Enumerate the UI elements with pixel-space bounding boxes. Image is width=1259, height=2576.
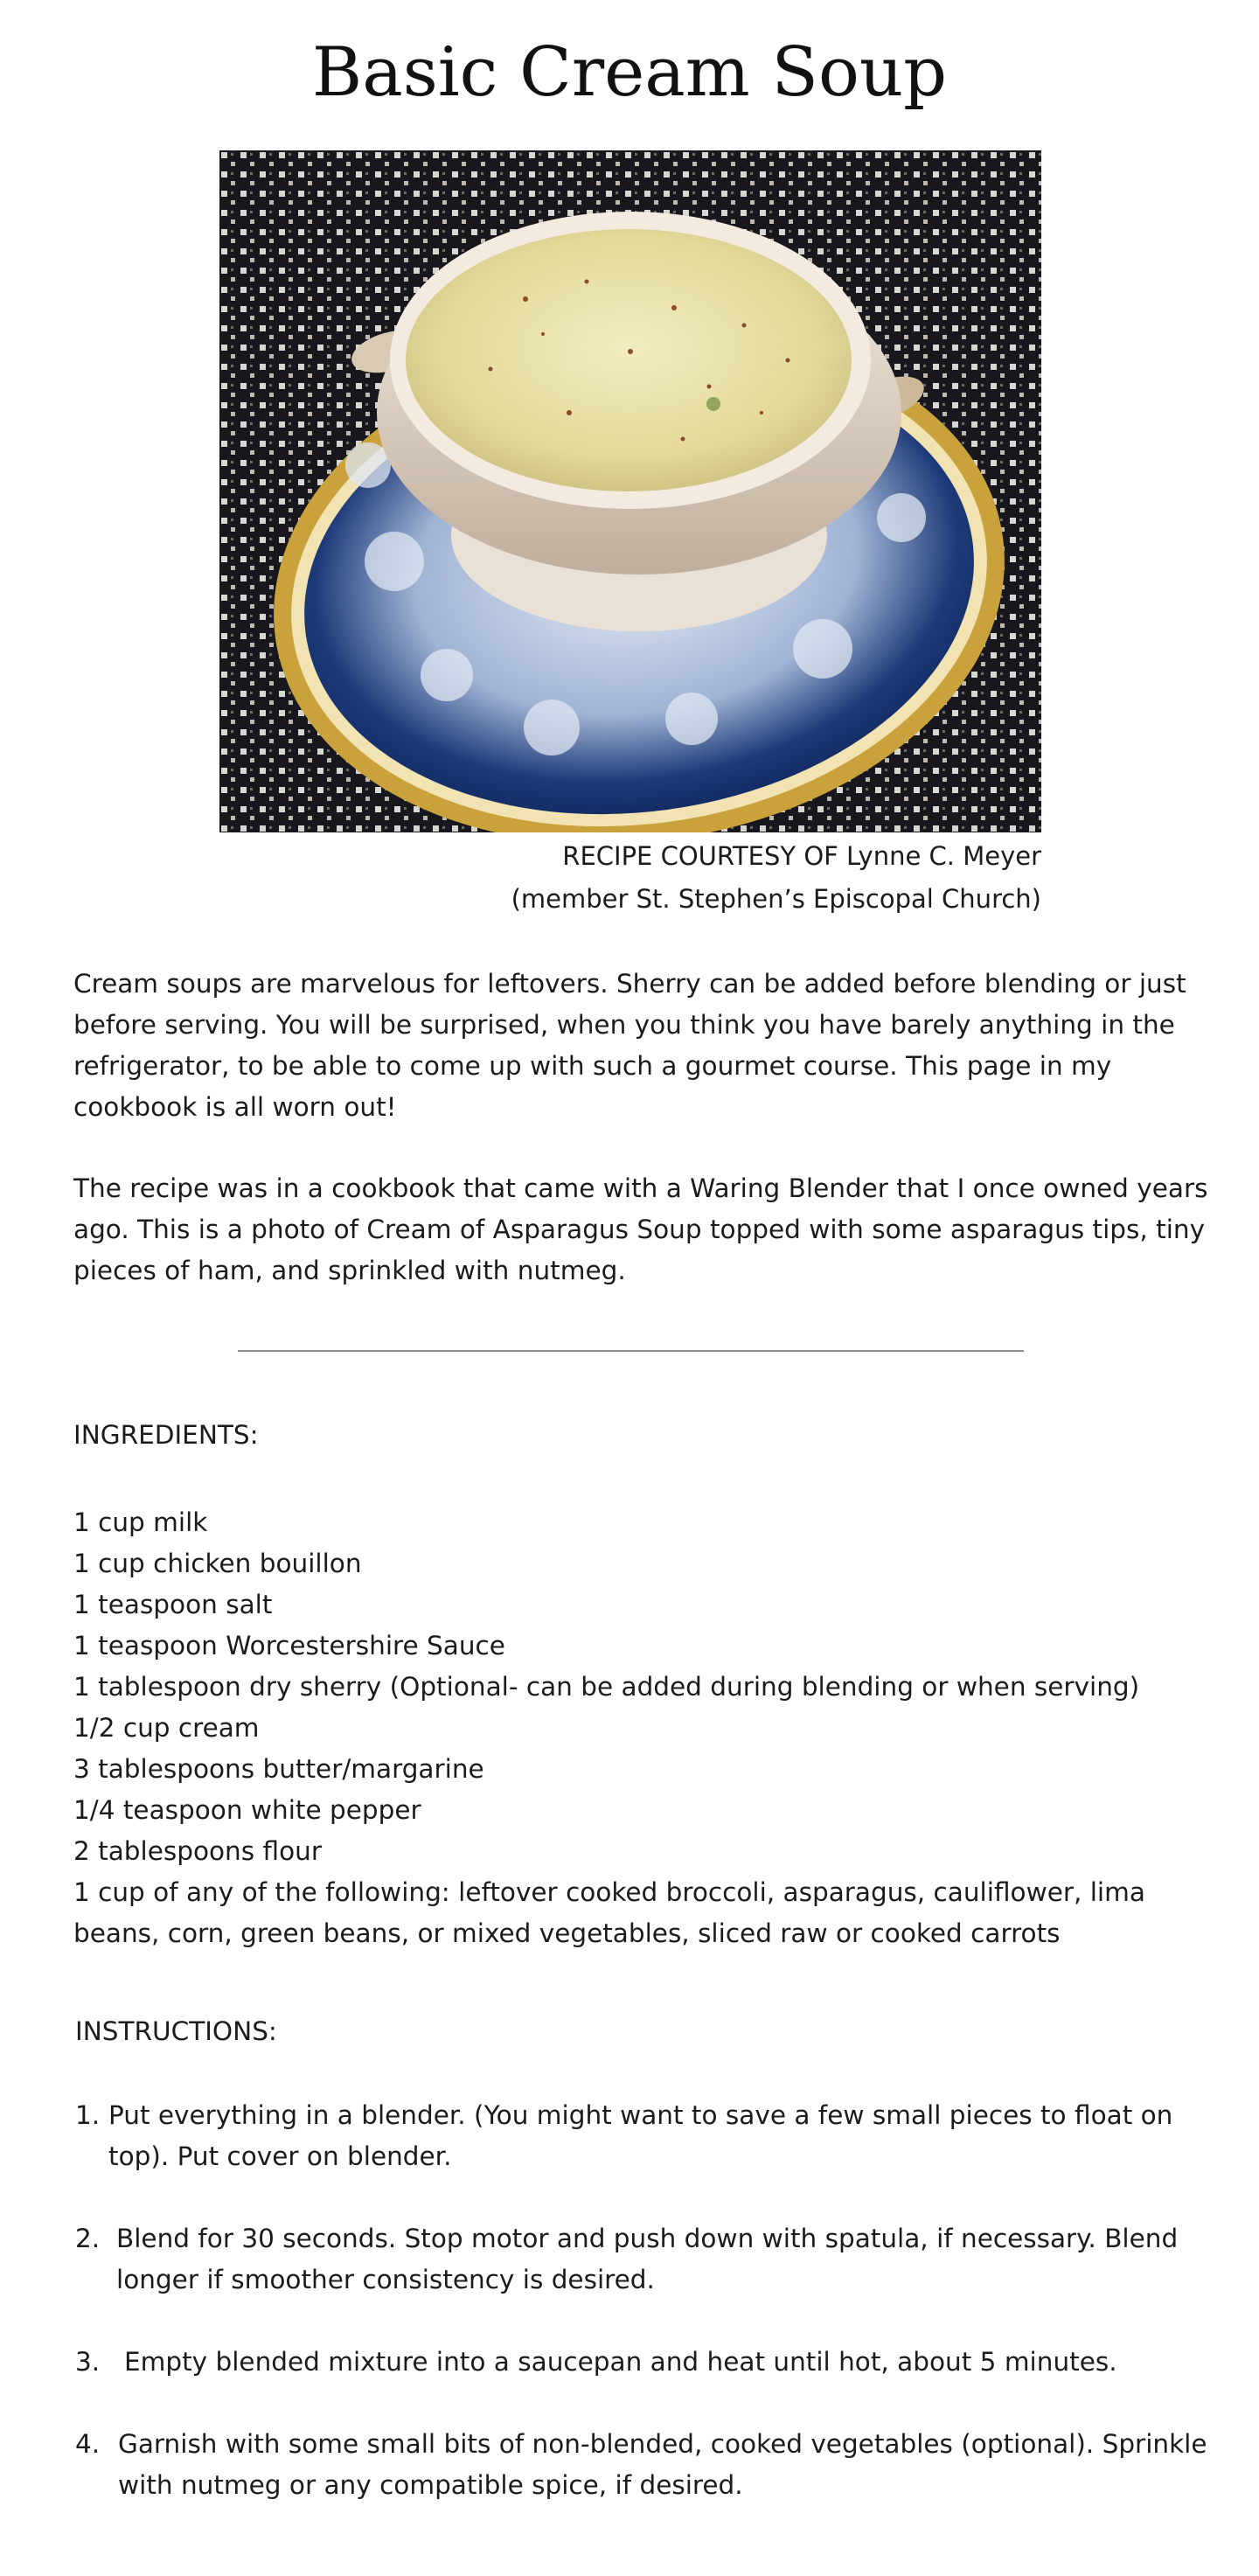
credit-line-1: RECIPE COURTESY OF Lynne C. Meyer: [562, 841, 1041, 871]
step-text: Blend for 30 seconds. Stop motor and push down with spatula, if necessary. Blend longer if smoother consistency is desired.: [116, 2224, 1179, 2294]
step-text: Garnish with some small bits of non-blended, cooked vegetables (optional). Sprinkle with nutmeg or any compatible spice, if desired.: [118, 2429, 1207, 2500]
ingredient-item: 3 tablespoons butter/margarine: [73, 1754, 484, 1784]
step-number: 2.: [75, 2224, 101, 2253]
page-title: Basic Cream Soup: [311, 33, 948, 112]
ingredient-item: 2 tablespoons flour: [73, 1836, 322, 1866]
soup-photo: [219, 150, 1041, 832]
ingredients-list: [73, 1502, 1228, 1954]
ingredient-item: 1 cup of any of the following: leftover cooked broccoli, asparagus, cauliflower, lima beans, corn, green beans, or mixed vegetables, sliced raw or cooked carrots: [73, 1877, 1145, 1948]
step-text: Put everything in a blender. (You might want to save a few small pieces to float on top). Put cover on blender.: [108, 2100, 1173, 2171]
intro-paragraph-2: The recipe was in a cookbook that came with a Waring Blender that I once owned years ago. This is a photo of Cream of Asparagus Soup topped with some asparagus tips, tiny pieces of ham, and sprinkled with nutmeg.: [73, 1173, 1208, 1285]
ingredient-item: 1 teaspoon salt: [73, 1590, 273, 1619]
instruction-step: [75, 2424, 1212, 2506]
section-divider: [238, 1350, 1024, 1352]
step-number: 3.: [75, 2347, 101, 2377]
ingredients-heading: INGREDIENTS:: [73, 1420, 259, 1450]
ingredient-item: 1/2 cup cream: [73, 1713, 260, 1743]
instruction-step: [75, 2095, 1212, 2177]
ingredient-item: 1 cup chicken bouillon: [73, 1549, 362, 1578]
credit-line-2: (member St. Stephen’s Episcopal Church): [511, 884, 1041, 914]
instruction-step: [75, 2342, 1212, 2383]
ingredient-item: 1 tablespoon dry sherry (Optional- can be added during blending or when serving): [73, 1672, 1140, 1702]
step-text: Empty blended mixture into a saucepan and heat until hot, about 5 minutes.: [124, 2347, 1117, 2377]
intro-paragraph-1: Cream soups are marvelous for leftovers. Sherry can be added before blending or just before serving. You will be surprised, when you think you have barely anything in the refrigerator, to be able to come up with such a gourmet course. This page in my cookbook is all worn out!: [73, 969, 1186, 1122]
step-number: 1.: [75, 2100, 101, 2130]
instruction-step: [75, 2218, 1212, 2301]
step-number: 4.: [75, 2429, 101, 2459]
ingredient-item: 1 cup milk: [73, 1507, 208, 1537]
instructions-heading: INSTRUCTIONS:: [75, 2016, 277, 2046]
ingredient-item: 1 teaspoon Worcestershire Sauce: [73, 1631, 505, 1660]
ingredient-item: 1/4 teaspoon white pepper: [73, 1795, 421, 1825]
